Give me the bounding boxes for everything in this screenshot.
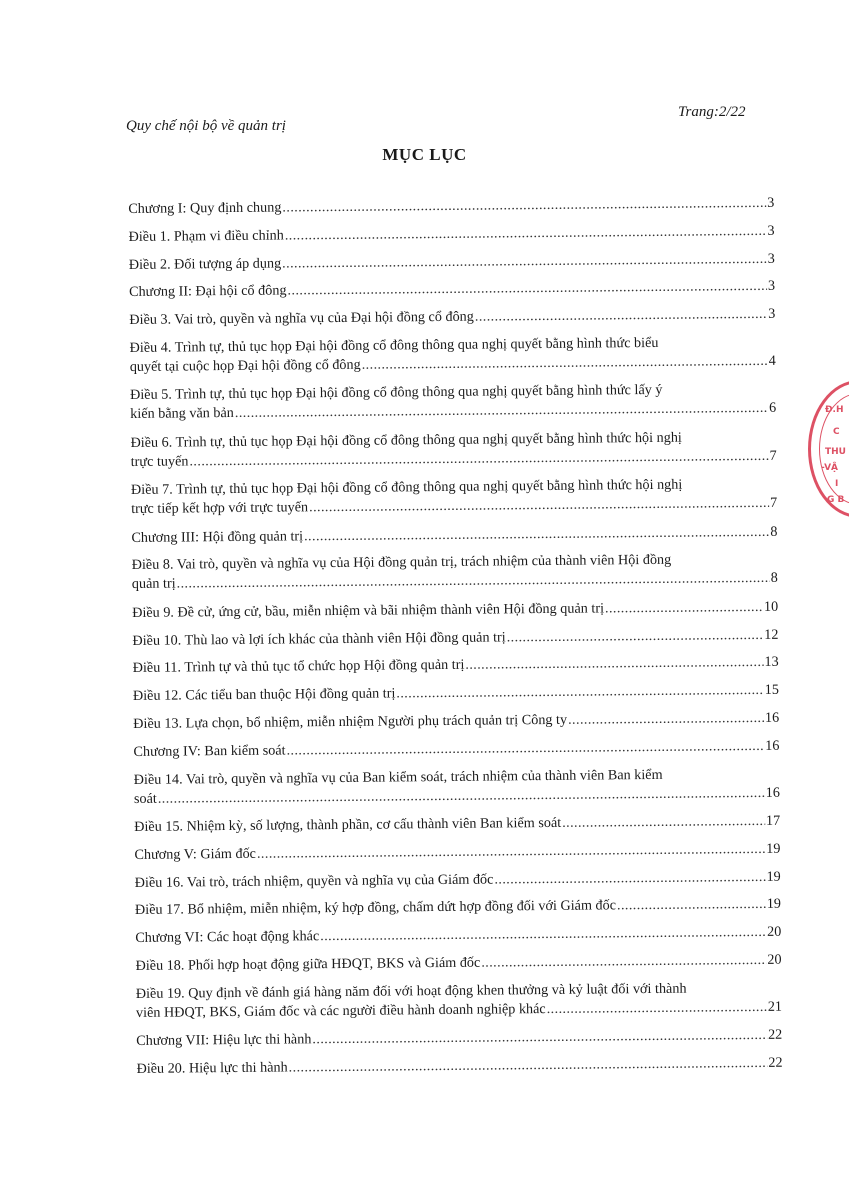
toc-entry-title: Điều 18. Phối hợp hoạt động giữa HĐQT, BKS và Giám đốc xyxy=(135,954,481,974)
toc-entry-page: 17 xyxy=(765,812,781,829)
toc-entry-page: 8 xyxy=(770,570,778,587)
toc-entry[interactable] xyxy=(135,895,781,920)
dot-leader xyxy=(494,867,765,889)
toc-entry-title: Điều 1. Phạm vi điều chỉnh xyxy=(128,227,284,245)
toc-entry-title: soát xyxy=(133,790,157,807)
toc-entry[interactable] xyxy=(135,923,781,948)
dot-leader xyxy=(289,1054,768,1078)
toc-entry-page: 8 xyxy=(770,523,778,540)
toc-entry-page: 16 xyxy=(764,709,780,726)
dot-leader xyxy=(282,249,767,273)
toc-entry[interactable] xyxy=(130,333,776,377)
toc-entry[interactable] xyxy=(133,737,779,762)
dot-leader xyxy=(507,625,764,646)
toc-entry-title-first-line: Điều 5. Trình tự, thủ tục họp Đại hội đồng cổ đông thông qua nghị quyết bằng hình thức lấy ý xyxy=(129,382,663,404)
toc-entry-title: Điều 10. Thù lao và lợi ích khác của thành viên Hội đồng quản trị xyxy=(132,628,506,649)
toc-entry-title: Chương II: Đại hội cổ đông xyxy=(129,282,287,301)
toc-entry-title-first-line: Điều 6. Trình tự, thủ tục họp Đại hội đồng cổ đông thông qua nghị quyết bằng hình thức hội nghị xyxy=(130,429,682,451)
dot-leader xyxy=(282,194,766,218)
toc-entry-title: trực tuyến xyxy=(130,453,189,470)
toc-entry-page: 12 xyxy=(764,626,779,643)
dot-leader xyxy=(312,1026,767,1049)
toc-entry-title: quyết tại cuộc họp Đại hội đồng cổ đông xyxy=(129,356,361,375)
toc-entry-title-first-line: Điều 4. Trình tự, thủ tục họp Đại hội đồng cổ đông thông qua nghị quyết bằng hình thức biểu xyxy=(129,334,659,356)
toc-entry-page: 21 xyxy=(767,998,783,1015)
toc-entry-title: quản trị xyxy=(131,575,176,593)
toc-entry[interactable] xyxy=(135,951,781,976)
toc-entry-title: viên HĐQT, BKS, Giám đốc và các người điều hành doanh nghiệp khác xyxy=(135,1000,546,1021)
toc-entry[interactable] xyxy=(132,625,778,650)
dot-leader xyxy=(481,951,766,973)
toc-entry-page: 3 xyxy=(767,278,776,295)
document-header-title: Quy chế nội bộ về quản trị xyxy=(126,118,286,134)
toc-entry-page: 7 xyxy=(769,494,778,512)
toc-entry-page: 3 xyxy=(767,222,775,239)
dot-leader xyxy=(309,494,769,517)
toc-entry-title-first-line: Điều 8. Vai trò, quyền và nghĩa vụ của Hội đồng quản trị, trách nhiệm của thành viên Hội đồng xyxy=(131,552,672,574)
toc-entry-title: Điều 3. Vai trò, quyền và nghĩa vụ của Đại hội đồng cổ đông xyxy=(129,308,474,329)
toc-entry[interactable] xyxy=(130,428,776,472)
toc-entry-title: trực tiếp kết hợp với trực tuyến xyxy=(131,499,309,518)
toc-entry[interactable] xyxy=(129,305,775,330)
dot-leader xyxy=(568,709,764,730)
toc-entry-title-first-line: Điều 19. Quy định về đánh giá hàng năm đối với hoạt động khen thưởng và kỷ luật đối với thành xyxy=(135,980,687,1002)
toc-entry-page: 19 xyxy=(766,896,782,913)
dot-leader xyxy=(286,737,764,761)
toc-entry[interactable] xyxy=(134,812,780,837)
toc-entry[interactable] xyxy=(133,681,779,706)
toc-entry-page: 10 xyxy=(763,598,779,615)
toc-entry-page: 16 xyxy=(765,784,780,801)
toc-entry-title: Chương IV: Ban kiểm soát xyxy=(133,742,286,760)
toc-entry-title: Chương V: Giám đốc xyxy=(134,845,257,863)
toc-entry-title: Điều 11. Trình tự và thủ tục tổ chức họp Hội đồng quản trị xyxy=(132,657,465,677)
toc-entry-page: 3 xyxy=(767,250,775,267)
company-seal: Đ.H C THU -VẬ I G B xyxy=(808,380,849,518)
toc-entry[interactable] xyxy=(131,475,777,519)
toc-entry-page: 3 xyxy=(767,194,775,211)
toc-entry[interactable] xyxy=(136,1026,782,1051)
toc-entry[interactable] xyxy=(133,653,779,678)
toc-entry[interactable] xyxy=(133,709,779,734)
toc-entry[interactable] xyxy=(131,522,777,547)
dot-leader xyxy=(304,522,769,545)
toc-entry[interactable] xyxy=(135,867,781,892)
toc-entry-page: 19 xyxy=(766,868,781,885)
toc-entry-title: Điều 15. Nhiệm kỳ, số lượng, thành phần, cơ cấu thành viên Ban kiểm soát xyxy=(134,814,562,835)
toc-entry-page: 19 xyxy=(766,840,781,857)
toc-entry-title: Chương I: Quy định chung xyxy=(128,199,282,217)
dot-leader xyxy=(562,812,765,833)
toc-entry[interactable] xyxy=(136,1054,782,1079)
page-number: Trang:2/22 xyxy=(678,104,746,120)
toc-entry-title-first-line: Điều 14. Vai trò, quyền và nghĩa vụ của Ban kiểm soát, trách nhiệm của thành viên Ban kiểm xyxy=(133,766,663,788)
dot-leader xyxy=(362,352,768,375)
dot-leader xyxy=(285,222,767,246)
toc-entry[interactable] xyxy=(136,979,782,1023)
toc-entry-page: 16 xyxy=(765,737,780,754)
toc-entry-page: 6 xyxy=(769,400,777,417)
toc-title: MỤC LỤC xyxy=(382,145,467,164)
toc-entry-title: Chương III: Hội đồng quản trị xyxy=(131,527,304,546)
dot-leader xyxy=(396,681,764,704)
toc-entry-title: Điều 17. Bổ nhiệm, miễn nhiệm, ký hợp đồng, chấm dứt hợp đồng đối với Giám đốc xyxy=(134,897,617,919)
dot-leader xyxy=(547,998,767,1019)
toc-entry-page: 13 xyxy=(764,654,779,671)
toc-entry-title: Điều 20. Hiệu lực thi hành xyxy=(136,1059,288,1077)
toc-entry[interactable] xyxy=(128,222,774,247)
toc-entry-title: Chương VII: Hiệu lực thi hành xyxy=(136,1031,312,1050)
toc-entry-title-first-line: Điều 7. Trình tự, thủ tục họp Đại hội đồng cổ đông thông qua nghị quyết bằng hình thức hội nghị xyxy=(130,476,683,499)
dot-leader xyxy=(320,923,766,946)
toc-entry[interactable] xyxy=(134,840,780,865)
toc-entry[interactable] xyxy=(128,194,774,219)
toc-entry-title: kiến bằng văn bản xyxy=(130,405,234,423)
dot-leader xyxy=(617,895,766,915)
toc-entry[interactable] xyxy=(132,598,778,623)
toc-entry-page: 15 xyxy=(764,681,780,699)
toc-entry-page: 4 xyxy=(768,352,776,369)
toc-entry[interactable] xyxy=(132,550,778,594)
toc-entry[interactable] xyxy=(130,380,776,424)
dot-leader xyxy=(465,653,763,675)
dot-leader xyxy=(605,598,763,619)
toc-entry-title: Điều 16. Vai trò, trách nhiệm, quyền và nghĩa vụ của Giám đốc xyxy=(134,871,494,891)
dot-leader xyxy=(287,277,767,301)
dot-leader xyxy=(257,840,766,864)
toc-entry-page: 22 xyxy=(767,1026,783,1044)
toc-entry-title: Điều 12. Các tiểu ban thuộc Hội đồng quản trị xyxy=(132,685,396,705)
toc-entry[interactable] xyxy=(129,277,775,302)
toc-entry[interactable] xyxy=(129,249,775,274)
toc-entry[interactable] xyxy=(134,764,780,808)
toc-entry-title: Điều 9. Đề cử, ứng cử, bầu, miễn nhiệm và bãi nhiệm thành viên Hội đồng quản trị xyxy=(132,600,605,621)
toc-entry-page: 3 xyxy=(768,305,776,323)
dot-leader xyxy=(235,399,768,423)
toc-entry-title: Chương VI: Các hoạt động khác xyxy=(135,928,320,947)
toc-entry-page: 20 xyxy=(767,951,782,968)
toc-entry-page: 20 xyxy=(766,923,782,941)
toc-entry-page: 22 xyxy=(768,1054,783,1071)
toc-entry-title: Điều 2. Đối tượng áp dụng xyxy=(128,255,282,273)
dot-leader xyxy=(475,305,768,327)
toc-entry-title: Điều 13. Lựa chọn, bổ nhiệm, miễn nhiệm Người phụ trách quản trị Công ty xyxy=(133,711,568,732)
toc-entry-page: 7 xyxy=(769,447,777,464)
